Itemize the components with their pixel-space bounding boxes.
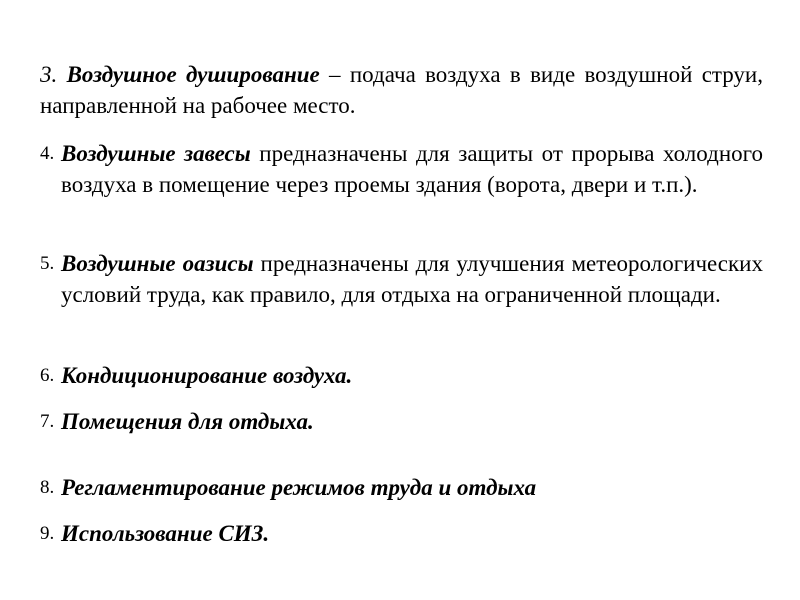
list-item-6 <box>40 360 763 391</box>
item-term: Помещения для отдыха. <box>61 409 314 434</box>
list-item-9 <box>40 518 763 549</box>
list-item-3 <box>40 59 763 121</box>
item-number: 8. <box>40 477 55 498</box>
item-term: Воздушные завесы <box>61 141 251 166</box>
item-number: 4. <box>40 143 55 164</box>
item-term: Кондиционирование воздуха. <box>61 363 353 388</box>
item-term: Воздушные оазисы <box>61 251 254 276</box>
item-number: 3. <box>40 62 58 87</box>
item-number: 5. <box>40 253 55 274</box>
item-number: 9. <box>40 523 55 544</box>
list-item-7 <box>40 406 763 437</box>
item-number: 7. <box>40 411 55 432</box>
item-term: Регламентирование режимов труда и отдыха <box>61 475 537 500</box>
list-item-5 <box>40 248 763 310</box>
item-term: Воздушное душирование <box>66 62 320 87</box>
list-item-4 <box>40 138 763 200</box>
item-number: 6. <box>40 365 55 386</box>
item-text: – подача воздуха в виде воздушной струи, направленной на рабочее место. <box>40 62 763 118</box>
item-term: Использование СИЗ. <box>61 521 270 546</box>
list-item-8 <box>40 472 763 503</box>
item-text: предназначены для улучшения метеорологических условий труда, как правило, для отдыха на ограниченной площади. <box>61 251 763 307</box>
item-text: предназначены для защиты от прорыва холодного воздуха в помещение через проемы здания (ворота, двери и т.п.). <box>61 141 763 197</box>
